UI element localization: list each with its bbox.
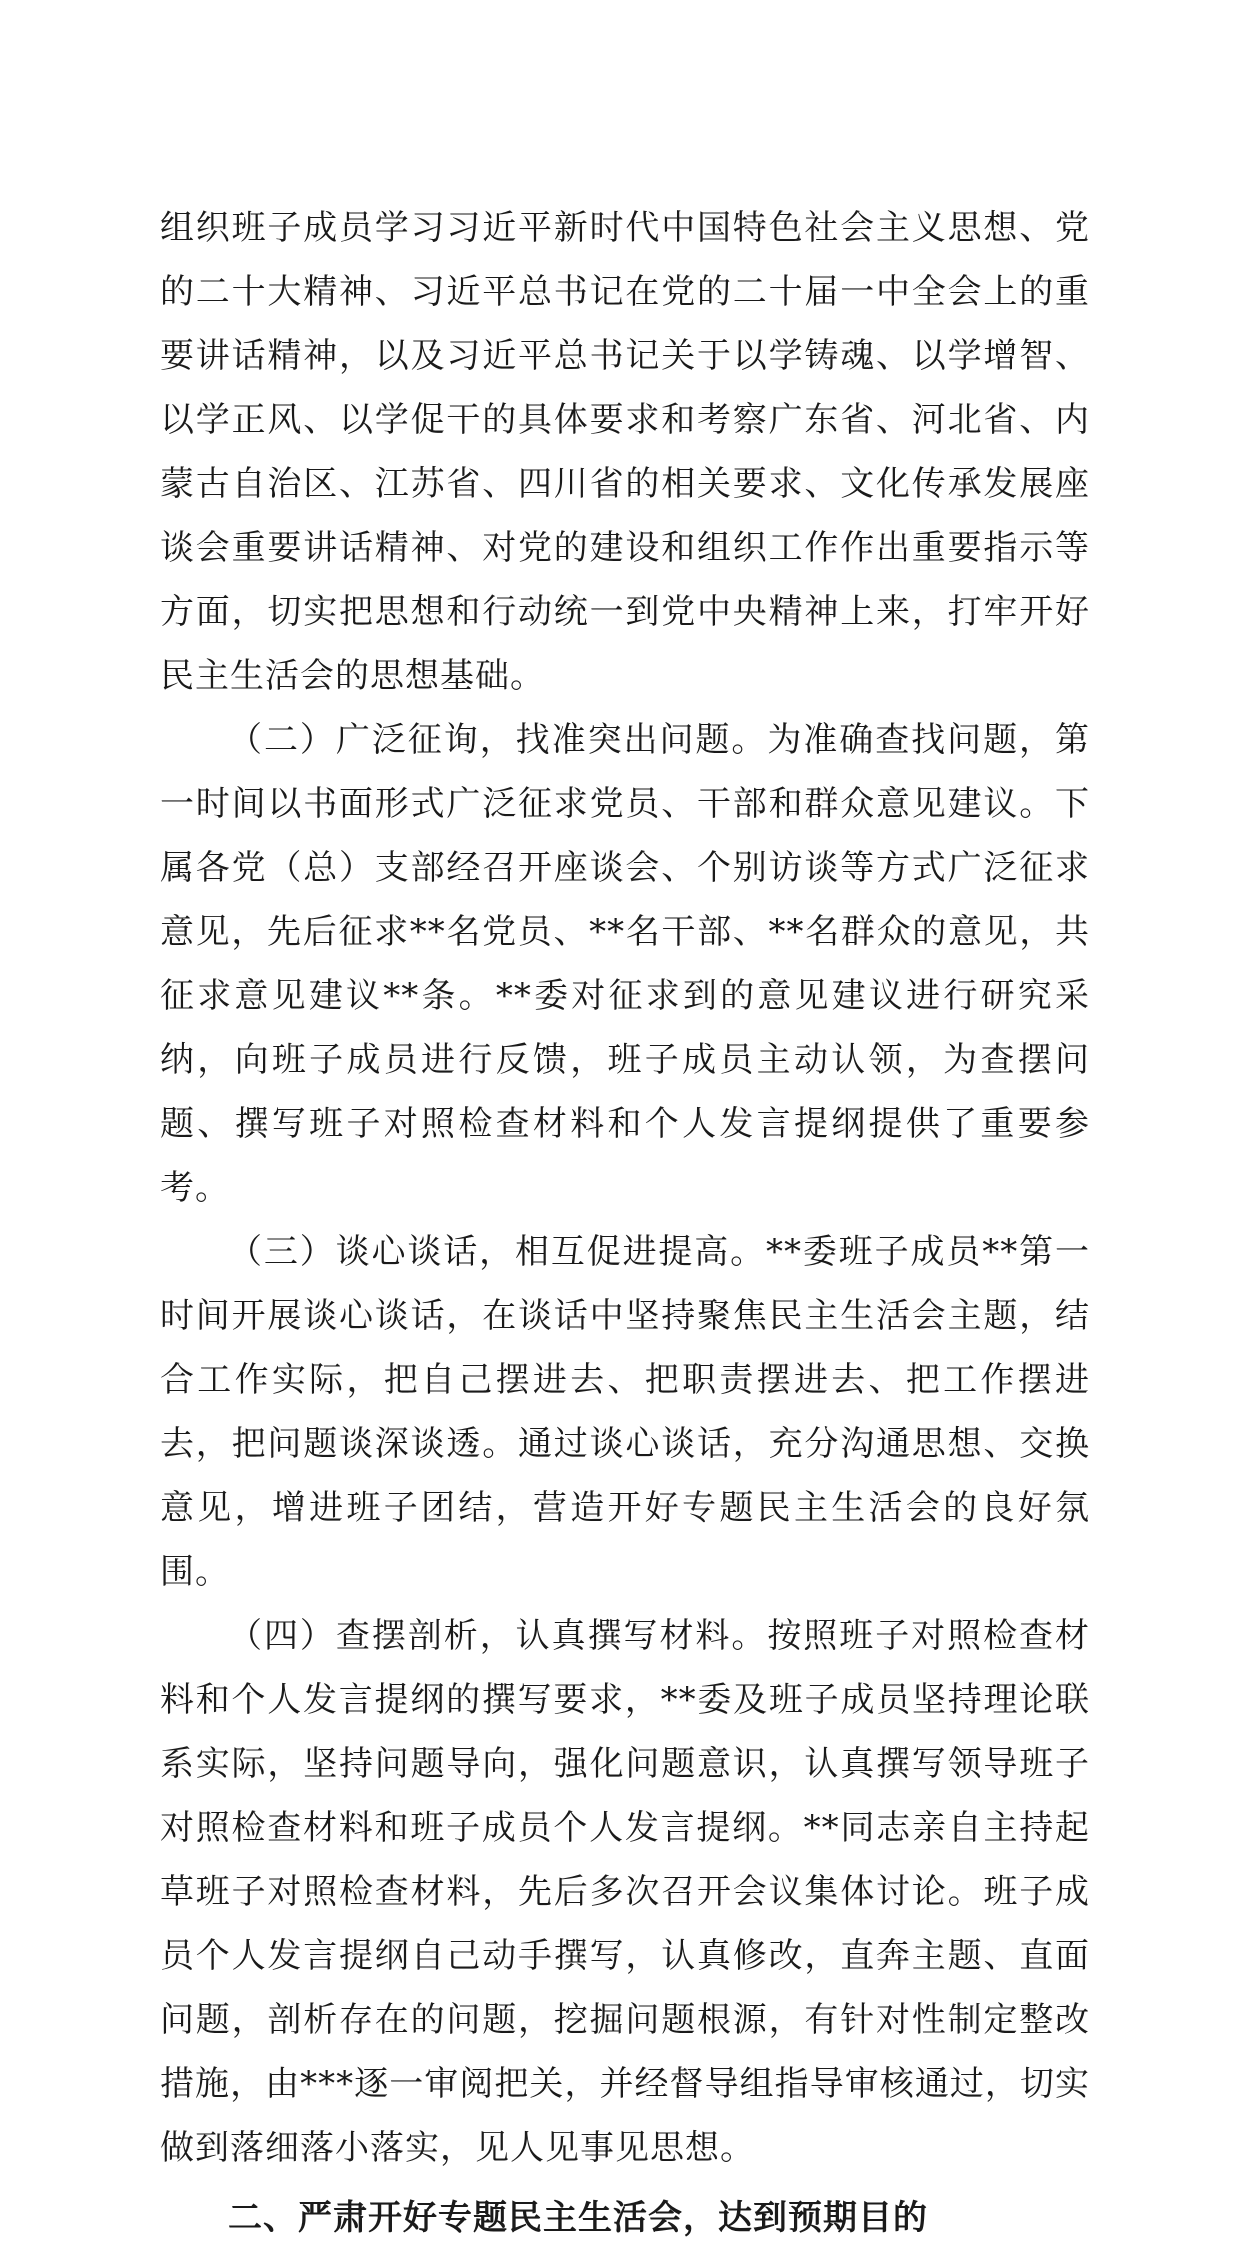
paragraph-section-4: （四）查摆剖析，认真撰写材料。按照班子对照检查材料和个人发言提纲的撰写要求，**委及班子成员坚持理论联系实际，坚持问题导向，强化问题意识，认真撰写领导班子对照检查材料和班子成员个人发言提纲。**同志亲自主持起草班子对照检查材料，先后多次召开会议集体讨论。班子成员个人发言提纲自己动手撰写，认真修改，直奔主题、直面问题，剖析存在的问题，挖掘问题根源，有针对性制定整改措施，由***逐一审阅把关，并经督导组指导审核通过，切实做到落细落小落实，见人见事见思想。 <box>160 1616 1090 2168</box>
section-heading: 二、严肃开好专题民主生活会，达到预期目的 <box>228 2198 928 2238</box>
paragraph-section-2: （二）广泛征询，找准突出问题。为准确查找问题，第一时间以书面形式广泛征求党员、干部和群众意见建议。下属各党（总）支部经召开座谈会、个别访谈等方式广泛征求意见，先后征求**名党员、**名干部、**名群众的意见，共征求意见建议**条。**委对征求到的意见建议进行研究采纳，向班子成员进行反馈，班子成员主动认领，为查摆问题、撰写班子对照检查材料和个人发言提纲提供了重要参考。 <box>160 720 1090 1208</box>
paragraph-intro: 组织班子成员学习习近平新时代中国特色社会主义思想、党的二十大精神、习近平总书记在党的二十届一中全会上的重要讲话精神，以及习近平总书记关于以学铸魂、以学增智、以学正风、以学促干的具体要求和考察广东省、河北省、内蒙古自治区、江苏省、四川省的相关要求、文化传承发展座谈会重要讲话精神、对党的建设和组织工作作出重要指示等方面，切实把思想和行动统一到党中央精神上来，打牢开好民主生活会的思想基础。 <box>160 208 1090 696</box>
document-body <box>160 196 1090 2250</box>
paragraph-section-3: （三）谈心谈话，相互促进提高。**委班子成员**第一时间开展谈心谈话，在谈话中坚持聚焦民主生活会主题，结合工作实际，把自己摆进去、把职责摆进去、把工作摆进去，把问题谈深谈透。通过谈心谈话，充分沟通思想、交换意见，增进班子团结，营造开好专题民主生活会的良好氛围。 <box>160 1232 1090 1592</box>
